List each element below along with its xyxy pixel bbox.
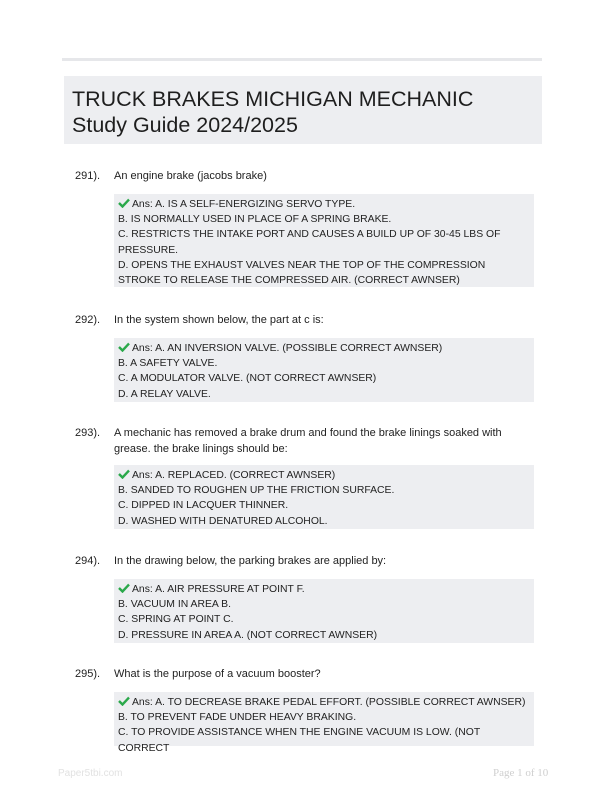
- question-number: 291).: [75, 170, 101, 182]
- answer-text: Ans: A. IS A SELF-ENERGIZING SERVO TYPE.: [132, 199, 356, 210]
- question-number: 292).: [75, 314, 101, 326]
- checkmark-icon: [118, 469, 130, 479]
- answer-text: Ans: A. AIR PRESSURE AT POINT F.: [132, 584, 305, 595]
- option-b: B. IS NORMALLY USED IN PLACE OF A SPRING BRAKE.: [118, 214, 392, 226]
- question-number: 293).: [75, 427, 101, 439]
- answer-text: Ans: A. AN INVERSION VALVE. (POSSIBLE CORRECT AWNSER): [132, 343, 443, 354]
- answer-line: [118, 341, 530, 356]
- answer-line: [118, 582, 530, 597]
- option-b: B. A SAFETY VALVE.: [118, 358, 218, 370]
- checkmark-icon: [118, 198, 130, 208]
- option-b: B. SANDED TO ROUGHEN UP THE FRICTION SURFACE.: [118, 485, 395, 497]
- question-text: A mechanic has removed a brake drum and found the brake linings soaked with grease. the brake linings should be:: [114, 427, 502, 455]
- page-number: Page 1 of 10: [493, 767, 549, 779]
- checkmark-icon: [118, 583, 130, 593]
- answer-line: [118, 468, 530, 483]
- title-banner: [64, 76, 542, 144]
- question-text: In the drawing below, the parking brakes are applied by:: [114, 555, 387, 567]
- option-b: B. VACUUM IN AREA B.: [118, 599, 231, 611]
- option-c: C. DIPPED IN LACQUER THINNER.: [118, 500, 289, 512]
- option-c: C. TO PROVIDE ASSISTANCE WHEN THE ENGINE VACUUM IS LOW. (NOT CORRECT: [118, 727, 480, 754]
- answer-line: [118, 197, 530, 212]
- option-d: D. A RELAY VALVE.: [118, 388, 211, 400]
- option-c: C. SPRING AT POINT C.: [118, 614, 234, 626]
- question-text: In the system shown below, the part at c is:: [114, 314, 324, 326]
- question-text: What is the purpose of a vacuum booster?: [114, 668, 321, 680]
- answer-text: Ans: A. REPLACED. (CORRECT AWNSER): [132, 470, 336, 481]
- option-d: D. WASHED WITH DENATURED ALCOHOL.: [118, 515, 328, 527]
- option-c: C. RESTRICTS THE INTAKE PORT AND CAUSES A BUILD UP OF 30-45 LBS OF PRESSURE.: [118, 229, 501, 256]
- page-title: TRUCK BRAKES MICHIGAN MECHANIC Study Guide 2024/2025: [72, 87, 474, 137]
- answer-text: Ans: A. TO DECREASE BRAKE PEDAL EFFORT. (POSSIBLE CORRECT AWNSER): [132, 697, 526, 708]
- question-number: 294).: [75, 555, 101, 567]
- option-d: D. PRESSURE IN AREA A. (NOT CORRECT AWNSER): [118, 629, 378, 641]
- answer-box: [114, 465, 534, 529]
- top-divider: [62, 58, 542, 61]
- checkmark-icon: [118, 342, 130, 352]
- answer-box: [114, 692, 534, 754]
- answer-box: [114, 338, 534, 402]
- checkmark-icon: [118, 696, 130, 706]
- option-c: C. A MODULATOR VALVE. (NOT CORRECT AWNSER): [118, 373, 377, 385]
- option-d: D. OPENS THE EXHAUST VALVES NEAR THE TOP OF THE COMPRESSION STROKE TO RELEASE THE COMPRESSED AIR. (CORRECT AWNSER): [118, 259, 486, 287]
- footer-watermark: Paper5tbi.com: [58, 768, 123, 779]
- answer-line: [118, 695, 530, 710]
- answer-box: [114, 194, 534, 287]
- question-text: An engine brake (jacobs brake): [114, 170, 267, 182]
- answer-box: [114, 579, 534, 643]
- option-b: B. TO PREVENT FADE UNDER HEAVY BRAKING.: [118, 712, 357, 724]
- question-number: 295).: [75, 668, 101, 680]
